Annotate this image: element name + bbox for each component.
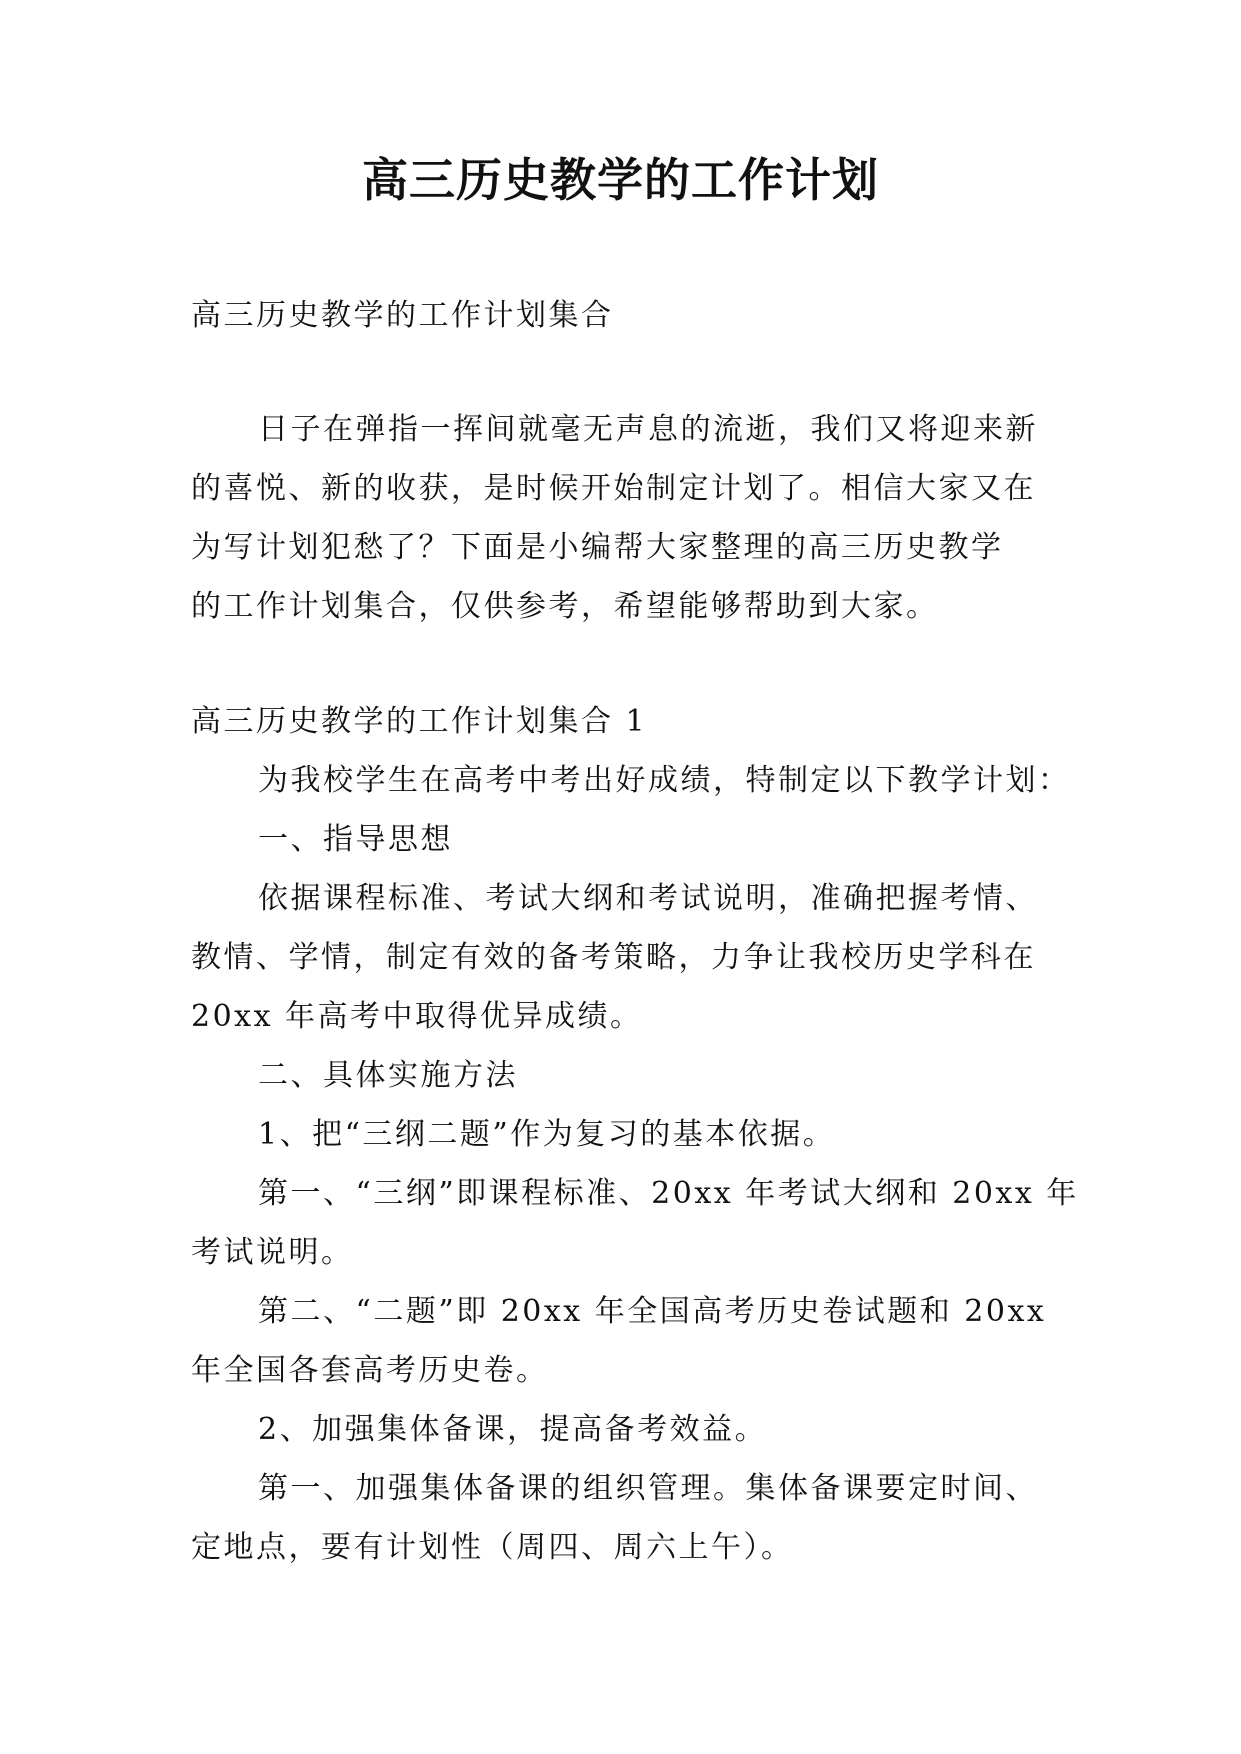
paragraph-line: 考试说明。 [191, 1235, 354, 1270]
subheading: 一、指导思想 [258, 822, 453, 857]
paragraph-line: 依据课程标准、考试大纲和考试说明，准确把握考情、 [258, 881, 1038, 916]
paragraph-line: 2、加强集体备课，提高备考效益。 [258, 1412, 768, 1447]
section-heading: 高三历史教学的工作计划集合 1 [191, 704, 648, 739]
paragraph-line: 20xx 年高考中取得优异成绩。 [191, 999, 643, 1034]
paragraph-line: 第一、加强集体备课的组织管理。集体备课要定时间、 [258, 1471, 1038, 1506]
paragraph-line: 的工作计划集合，仅供参考，希望能够帮助到大家。 [191, 589, 939, 624]
subheading: 二、具体实施方法 [258, 1058, 518, 1093]
paragraph-line: 第一、“三纲”即课程标准、20xx 年考试大纲和 20xx 年 [258, 1176, 1079, 1211]
document-title: 高三历史教学的工作计划 [362, 153, 879, 207]
paragraph-line: 为写计划犯愁了？下面是小编帮大家整理的高三历史教学 [191, 530, 1004, 565]
paragraph-line: 1、把“三纲二题”作为复习的基本依据。 [258, 1117, 836, 1152]
paragraph-line: 为我校学生在高考中考出好成绩，特制定以下教学计划： [258, 763, 1071, 798]
paragraph-line: 日子在弹指一挥间就毫无声息的流逝，我们又将迎来新 [258, 412, 1038, 447]
paragraph-line: 年全国各套高考历史卷。 [191, 1353, 549, 1388]
paragraph-line: 定地点，要有计划性（周四、周六上午）。 [191, 1530, 794, 1565]
document-subtitle: 高三历史教学的工作计划集合 [191, 298, 614, 333]
paragraph-line: 第二、“二题”即 20xx 年全国高考历史卷试题和 20xx [258, 1294, 1047, 1329]
paragraph-line: 的喜悦、新的收获，是时候开始制定计划了。相信大家又在 [191, 471, 1036, 506]
paragraph-line: 教情、学情，制定有效的备考策略，力争让我校历史学科在 [191, 940, 1036, 975]
